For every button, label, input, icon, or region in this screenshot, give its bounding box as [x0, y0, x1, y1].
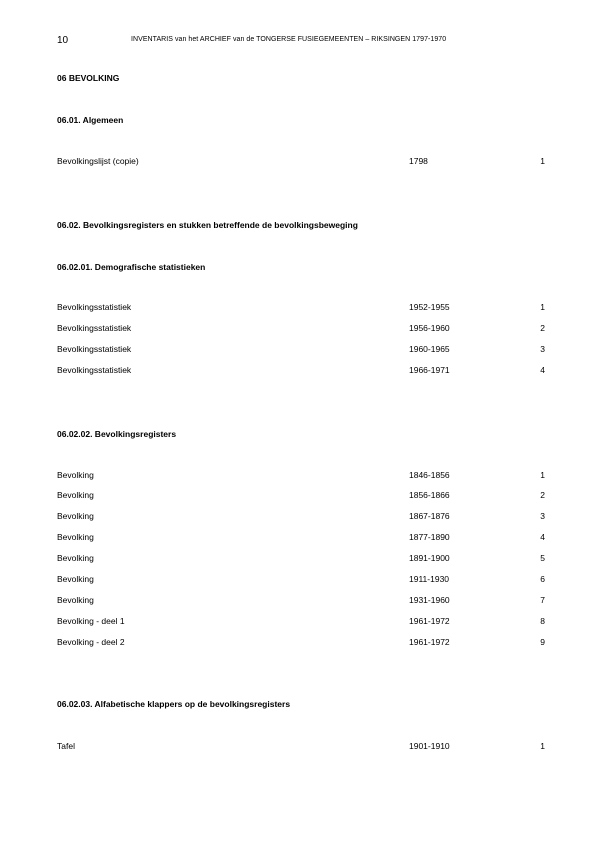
- inventory-entry: [0, 532, 595, 544]
- entry-number: 4: [540, 365, 545, 375]
- entry-years: 1952-1955: [409, 302, 450, 312]
- entry-title: Bevolking: [57, 574, 94, 584]
- entry-title: Bevolkingsstatistiek: [57, 302, 132, 312]
- entry-years: 1911-1930: [409, 574, 450, 584]
- section-heading-06-01: 06.01. Algemeen: [57, 115, 124, 125]
- inventory-entry: [0, 616, 595, 628]
- entry-number: 1: [540, 156, 545, 166]
- inventory-entry: [0, 156, 595, 168]
- entry-number: 2: [540, 323, 545, 333]
- section-heading-06-02: 06.02. Bevolkingsregisters en stukken betreffende de bevolkingsbeweging: [57, 220, 358, 230]
- inventory-entry: [0, 323, 595, 335]
- running-header: INVENTARIS van het ARCHIEF van de TONGERSE FUSIEGEMEENTEN – RIKSINGEN 1797-1970: [131, 36, 447, 43]
- entry-years: 1966-1971: [409, 365, 450, 375]
- entry-years: 1846-1856: [409, 470, 450, 480]
- entry-number: 8: [540, 616, 545, 626]
- entry-years: 1956-1960: [409, 323, 450, 333]
- entry-title: Bevolking: [57, 532, 94, 542]
- entry-title: Bevolking: [57, 470, 94, 480]
- inventory-entry: [0, 511, 595, 523]
- inventory-entry: [0, 365, 595, 377]
- entry-number: 9: [540, 637, 545, 647]
- entry-years: 1867-1876: [409, 511, 450, 521]
- entry-title: Bevolkingsstatistiek: [57, 323, 132, 333]
- inventory-entry: [0, 470, 595, 482]
- page-number: 10: [57, 35, 69, 46]
- chapter-title: 06 BEVOLKING: [57, 73, 120, 83]
- entry-number: 6: [540, 574, 545, 584]
- entry-number: 4: [540, 532, 545, 542]
- inventory-entry: [0, 741, 595, 753]
- entry-number: 3: [540, 511, 545, 521]
- inventory-entry: [0, 553, 595, 565]
- entry-number: 1: [540, 470, 545, 480]
- entry-years: 1960-1965: [409, 344, 450, 354]
- entry-title: Bevolking: [57, 595, 94, 605]
- entry-number: 2: [540, 490, 545, 500]
- entry-title: Bevolkingsstatistiek: [57, 344, 132, 354]
- inventory-entry: [0, 302, 595, 314]
- section-heading-06-02-03: 06.02.03. Alfabetische klappers op de bevolkingsregisters: [57, 699, 291, 709]
- entry-title: Bevolking - deel 1: [57, 616, 125, 626]
- inventory-entry: [0, 595, 595, 607]
- entry-title: Bevolking: [57, 490, 94, 500]
- entry-years: 1856-1866: [409, 490, 450, 500]
- entry-number: 7: [540, 595, 545, 605]
- entry-title: Bevolking: [57, 511, 94, 521]
- entry-title: Tafel: [57, 741, 75, 751]
- inventory-entry: [0, 637, 595, 649]
- section-heading-06-02-02: 06.02.02. Bevolkingsregisters: [57, 429, 177, 439]
- entry-title: Bevolking - deel 2: [57, 637, 125, 647]
- inventory-entry: [0, 490, 595, 502]
- entry-number: 1: [540, 741, 545, 751]
- entry-years: 1961-1972: [409, 616, 450, 626]
- entry-title: Bevolking: [57, 553, 94, 563]
- entry-years: 1891-1900: [409, 553, 450, 563]
- entry-number: 3: [540, 344, 545, 354]
- entry-years: 1798: [409, 156, 428, 166]
- inventory-entry: [0, 344, 595, 356]
- entry-title: Bevolkingslijst (copie): [57, 156, 139, 166]
- entry-years: 1931-1960: [409, 595, 450, 605]
- entry-number: 5: [540, 553, 545, 563]
- entry-years: 1901-1910: [409, 741, 450, 751]
- entry-years: 1961-1972: [409, 637, 450, 647]
- entry-number: 1: [540, 302, 545, 312]
- entry-years: 1877-1890: [409, 532, 450, 542]
- section-heading-06-02-01: 06.02.01. Demografische statistieken: [57, 262, 206, 272]
- inventory-entry: [0, 574, 595, 586]
- entry-title: Bevolkingsstatistiek: [57, 365, 132, 375]
